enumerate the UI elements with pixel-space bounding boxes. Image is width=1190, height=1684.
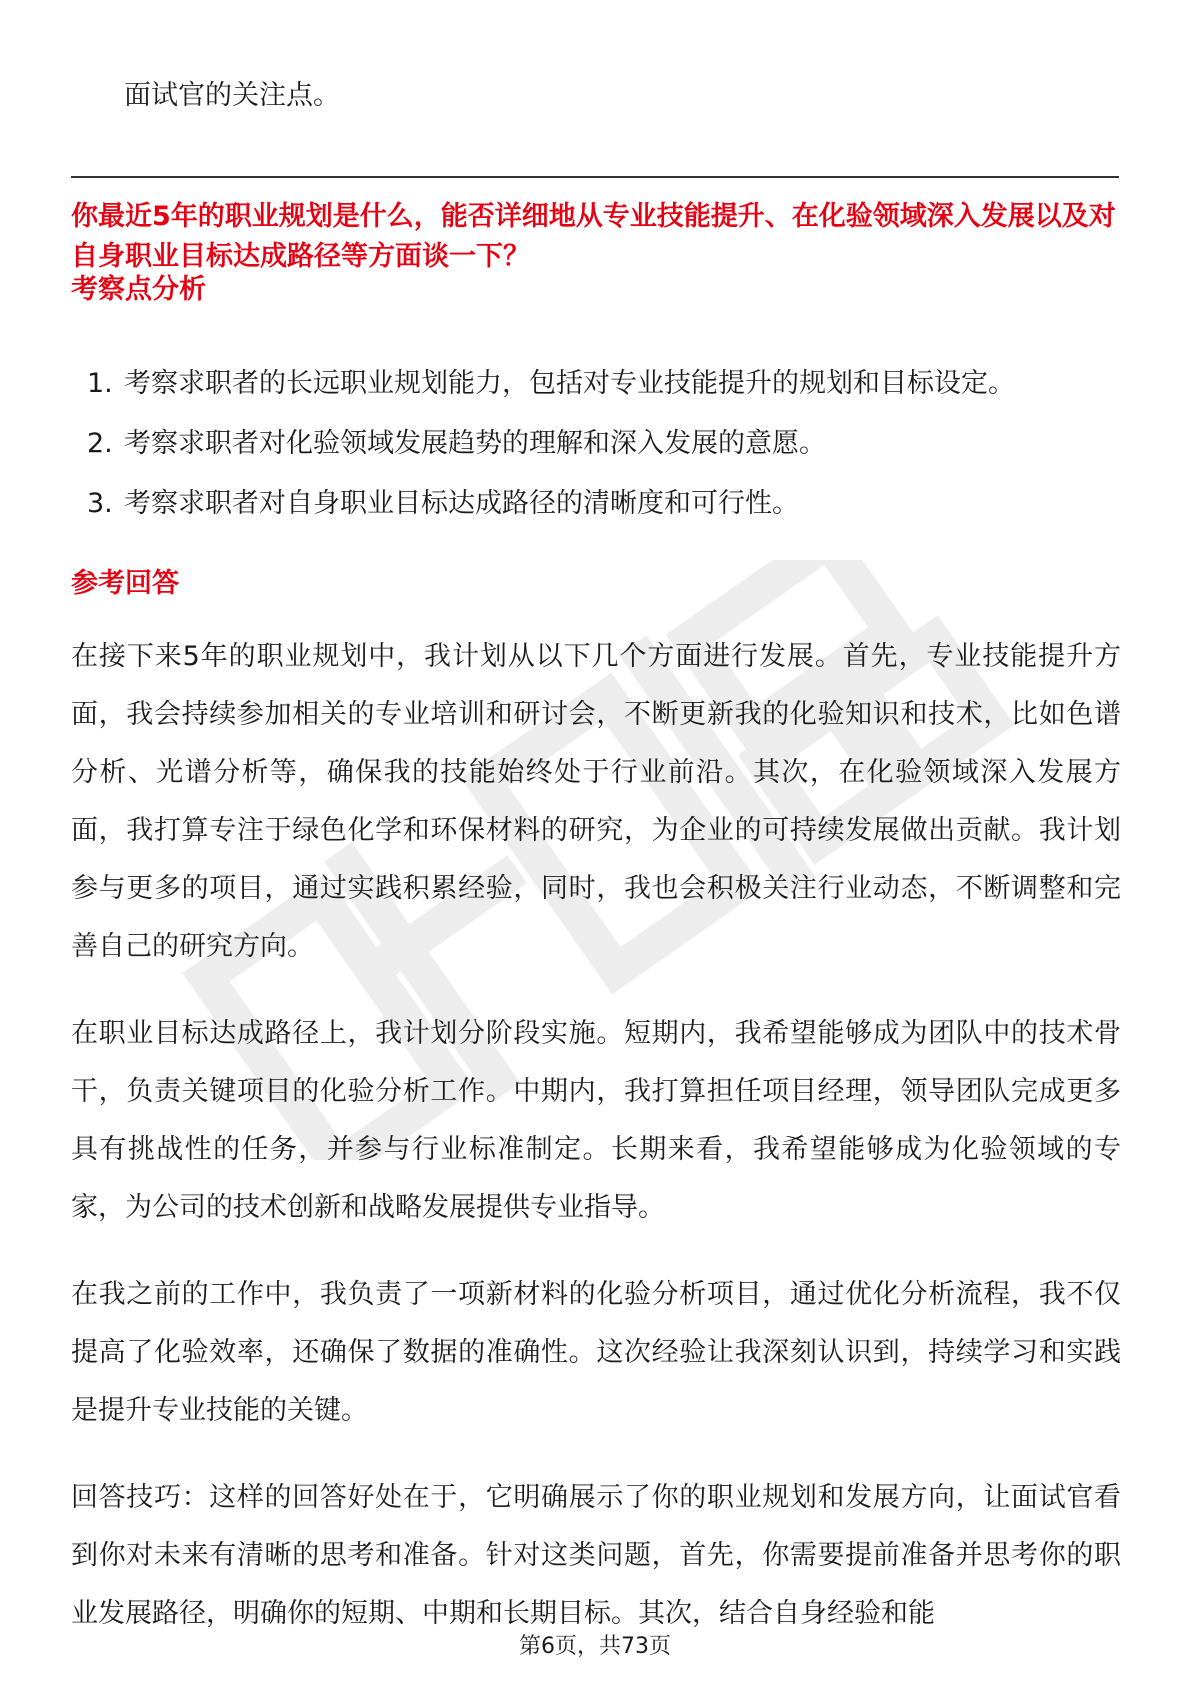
answer-paragraph: 在我之前的工作中，我负责了一项新材料的化验分析项目，通过优化分析流程，我不仅提高了化验效率，还确保了数据的准确性。这次经验让我深刻认识到，持续学习和实践是提升专业技能的关键。 bbox=[71, 1279, 1121, 1426]
list-item bbox=[71, 364, 1121, 424]
list-item bbox=[71, 424, 1121, 484]
list-item-number: 2. bbox=[87, 428, 113, 459]
list-item-number: 1. bbox=[87, 368, 113, 399]
answer-tips-paragraph: 回答技巧：这样的回答好处在于，它明确展示了你的职业规划和发展方向，让面试官看到你对未来有清晰的思考和准备。针对这类问题，首先，你需要提前准备并思考你的职业发展路径，明确你的短期、中期和长期目标。其次，结合自身经验和能 bbox=[71, 1482, 1121, 1629]
list-item bbox=[71, 484, 1121, 544]
page-footer: 第6页，共73页 bbox=[519, 1634, 671, 1659]
continuation-text: 面试官的关注点。 bbox=[124, 80, 340, 111]
answer-paragraph: 在接下来5年的职业规划中，我计划从以下几个方面进行发展。首先，专业技能提升方面，我会持续参加相关的专业培训和研讨会，不断更新我的化验知识和技术，比如色谱分析、光谱分析等，确保我的技能始终处于行业前沿。其次，在化验领域深入发展方面，我打算专注于绿色化学和环保材料的研究，为企业的可持续发展做出贡献。我计划参与更多的项目，通过实践积累经验，同时，我也会积极关注行业动态，不断调整和完善自己的研究方向。 bbox=[71, 641, 1121, 962]
answer-heading: 参考回答 bbox=[71, 568, 179, 599]
list-item-text: 考察求职者对自身职业目标达成路径的清晰度和可行性。 bbox=[124, 488, 799, 519]
list-item-number: 3. bbox=[87, 488, 113, 519]
answer-paragraph: 在职业目标达成路径上，我计划分阶段实施。短期内，我希望能够成为团队中的技术骨干，负责关键项目的化验分析工作。中期内，我打算担任项目经理，领导团队完成更多具有挑战性的任务，并参与行业标准制定。长期来看，我希望能够成为化验领域的专家，为公司的技术创新和战略发展提供专业指导。 bbox=[71, 1018, 1121, 1223]
analysis-list bbox=[71, 364, 1121, 544]
section-divider bbox=[71, 176, 1119, 178]
analysis-heading: 考察点分析 bbox=[71, 274, 206, 305]
interview-question: 你最近5年的职业规划是什么，能否详细地从专业技能提升、在化验领域深入发展以及对自身职业目标达成路径等方面谈一下？ bbox=[71, 201, 1116, 272]
list-item-text: 考察求职者对化验领域发展趋势的理解和深入发展的意愿。 bbox=[124, 428, 826, 459]
list-item-text: 考察求职者的长远职业规划能力，包括对专业技能提升的规划和目标设定。 bbox=[124, 368, 1015, 399]
